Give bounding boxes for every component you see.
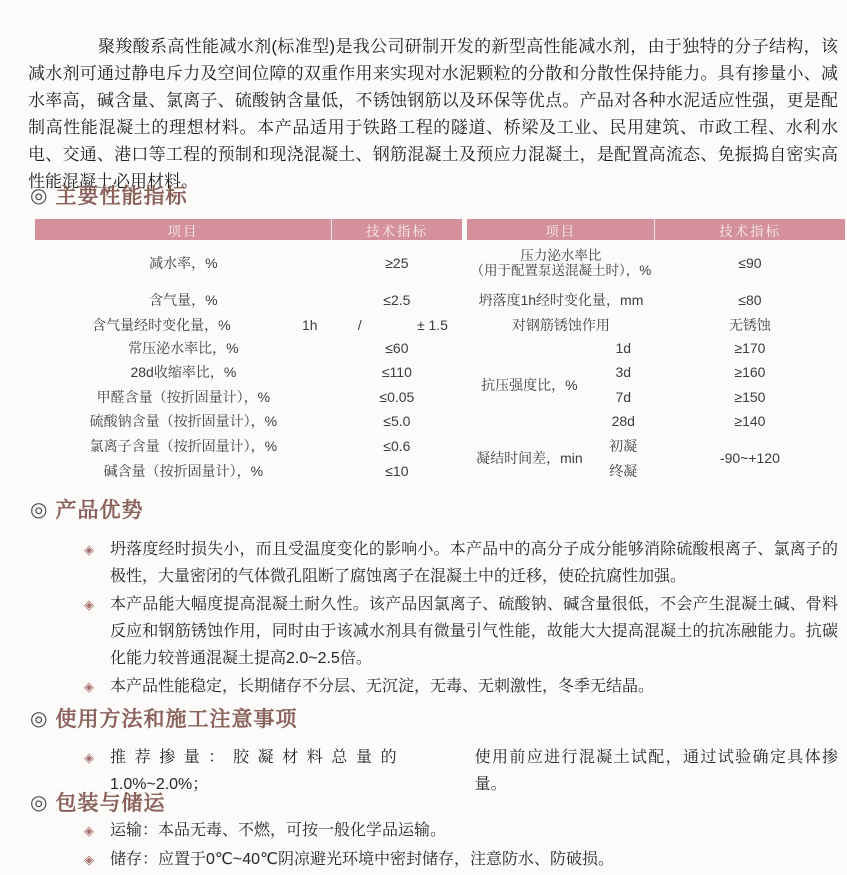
list-item — [84, 846, 838, 873]
header-cell-spec: 技术指标 — [654, 219, 845, 240]
setting-cell: 初凝 — [609, 437, 638, 454]
diamond-bullet-icon: ◈ — [84, 823, 94, 838]
table-row — [35, 286, 462, 313]
diamond-bullet-icon: ◈ — [84, 542, 94, 557]
section-title: 主要性能指标 — [55, 185, 188, 208]
bullseye-icon: ◎ — [30, 184, 49, 207]
setting-subcolumn — [592, 433, 655, 483]
item-cell: 凝结时间差，min — [476, 450, 583, 466]
table-row — [35, 360, 462, 384]
table-row — [35, 433, 462, 458]
bullseye-icon: ◎ — [30, 707, 49, 730]
spec-cell: ≥170 — [734, 340, 766, 356]
item-cell: 减水率，% — [149, 255, 218, 271]
item-cell: 氯离子含量（按折固量计），% — [89, 437, 278, 454]
spec-cell: ≥25 — [385, 255, 409, 271]
age-cell: 7d — [615, 388, 632, 405]
item-sub-label: 1h — [301, 316, 318, 333]
spec-cell: 无锈蚀 — [728, 316, 771, 333]
performance-table-right — [467, 219, 845, 483]
header-cell-spec: 技术指标 — [331, 219, 462, 240]
spec-cell: ≥160 — [734, 364, 766, 380]
diamond-bullet-icon: ◈ — [84, 750, 94, 765]
table-row — [467, 286, 845, 313]
header-cell-item: 项目 — [545, 223, 577, 239]
value-subcolumn — [655, 336, 845, 433]
spec-cell: ≤90 — [738, 255, 762, 271]
performance-table — [35, 219, 845, 483]
spec-cell: ≥140 — [734, 413, 766, 429]
table-row — [35, 458, 462, 483]
item-cell: 硫酸钠含量（按折固量计），% — [89, 413, 278, 429]
age-subcolumn — [592, 336, 655, 433]
age-cell: 1d — [615, 340, 632, 356]
usage-list — [84, 744, 838, 799]
age-cell: 28d — [611, 413, 635, 429]
table-row — [35, 336, 462, 360]
spec-cell: ≤5.0 — [383, 413, 411, 429]
spec-cell: ≤80 — [738, 291, 762, 308]
table-row — [35, 409, 462, 433]
item-cell — [467, 240, 655, 286]
spec-cell: -90~+120 — [719, 450, 780, 466]
section-heading-usage — [30, 703, 297, 733]
item-cell: 坍落度1h经时变化量，mm — [478, 291, 644, 308]
spec-cell: ≤0.05 — [379, 388, 415, 405]
item-cell: 抗压强度比，% — [481, 376, 578, 393]
bullet-text: 本产品性能稳定，长期储存不分层、无沉淀，无毒、无刺激性，冬季无结晶。 — [110, 678, 655, 695]
diamond-bullet-icon: ◈ — [84, 597, 94, 612]
item-cell: 甲醛含量（按折固量计），% — [96, 388, 271, 405]
spec-cell: ≤10 — [385, 462, 409, 479]
item-label-line1: 压力泌水率比 — [520, 248, 602, 263]
table-header-row — [467, 219, 845, 240]
list-item — [84, 591, 838, 672]
bullet-text — [110, 744, 838, 798]
spec-cell: ≤60 — [385, 340, 409, 356]
section-title: 使用方法和施工注意事项 — [55, 708, 298, 731]
bullet-text: 储存：应置于0℃~40℃阴凉避光环境中密封储存，注意防水、防破损。 — [110, 851, 614, 868]
performance-table-left — [35, 219, 462, 483]
item-cell: 含气量，% — [149, 291, 218, 308]
item-cell: 对钢筋锈蚀作用 — [511, 316, 610, 333]
spec-cell: ≤2.5 — [383, 291, 411, 308]
table-row — [35, 313, 462, 336]
table-header-row — [35, 219, 462, 240]
list-item — [84, 744, 838, 798]
section-heading-advantages — [30, 494, 143, 524]
spec-cell: ≤0.6 — [383, 437, 411, 454]
item-cell — [35, 313, 332, 336]
item-cell: 常压泌水率比，% — [128, 340, 239, 356]
bullseye-icon: ◎ — [30, 791, 49, 814]
bullet-text: 坍落度经时损失小，而且受温度变化的影响小。本产品中的高分子成分能够消除硫酸根离子、氯离子的极性，大量密闭的气体微孔阻断了腐蚀离子在混凝土中的迁移，使砼抗腐性加强。 — [110, 541, 838, 585]
item-cell: 28d收缩率比，% — [130, 364, 237, 380]
age-cell: 3d — [615, 364, 632, 380]
diamond-bullet-icon: ◈ — [84, 852, 94, 867]
packaging-list — [84, 817, 838, 875]
intro-paragraph: 聚羧酸系高性能减水剂(标准型)是我公司研制开发的新型高性能减水剂，由于独特的分子结构，该减水剂可通过静电斥力及空间位障的双重作用来实现对水泥颗粒的分散和分散性保持能力。具有掺量小、减水率高，碱含量、氯离子、硫酸钠含量低，不锈蚀钢筋以及环保等优点。产品对各种水泥适应性强，更是配制高性能混凝土的理想材料。本产品适用于铁路工程的隧道、桥梁及工业、民用建筑、市政工程、水利水电、交通、港口等工程的预制和现浇混凝土、钢筋混凝土及预应力混凝土，是配置高流态、免振捣自密实高性能混凝土必用材料。 — [28, 37, 838, 191]
section-title: 包装与储运 — [55, 792, 166, 815]
section-heading-performance — [30, 180, 187, 210]
setting-time-group — [467, 433, 845, 483]
dosage-text: 推荐掺量：胶凝材料总量的1.0%~2.0%； — [110, 749, 397, 793]
table-row — [467, 313, 845, 336]
item-cell: 碱含量（按折固量计），% — [103, 462, 264, 479]
table-row — [35, 240, 462, 286]
table-row — [35, 384, 462, 409]
list-item — [84, 536, 838, 590]
table-row — [467, 240, 845, 286]
usage-note-text: 使用前应进行混凝土试配，通过试验确定具体掺量。 — [474, 749, 838, 793]
header-cell-item: 项目 — [167, 223, 199, 239]
section-heading-packaging — [30, 787, 165, 817]
bullet-text: 本产品能大幅度提高混凝土耐久性。该产品因氯离子、硫酸钠、碱含量很低，不会产生混凝土碱、骨料反应和钢筋锈蚀作用，同时由于该减水剂具有微量引气性能，故能大大提高混凝土的抗冻融能力。抗碳化能力较普通混凝土提高2.0~2.5倍。 — [110, 596, 838, 667]
item-label: 含气量经时变化量，% — [92, 316, 231, 333]
spec-cell: ≤110 — [381, 364, 412, 380]
advantages-list — [84, 536, 838, 701]
strength-ratio-group — [467, 336, 845, 433]
list-item — [84, 673, 838, 700]
bullet-text: 运输：本品无毒、不燃，可按一般化学品运输。 — [110, 822, 447, 839]
value-subcolumn — [655, 433, 845, 483]
spec-cell — [332, 313, 462, 336]
item-label-line2: （用于配置泵送混凝土时），% — [470, 263, 652, 278]
spec-value-a: / — [357, 316, 362, 333]
section-title: 产品优势 — [55, 499, 144, 522]
setting-cell: 终凝 — [609, 462, 638, 479]
diamond-bullet-icon: ◈ — [84, 679, 94, 694]
spec-cell: ≥150 — [734, 388, 766, 405]
bullseye-icon: ◎ — [30, 498, 49, 521]
list-item — [84, 817, 838, 844]
spec-value-b: ± 1.5 — [416, 316, 448, 333]
